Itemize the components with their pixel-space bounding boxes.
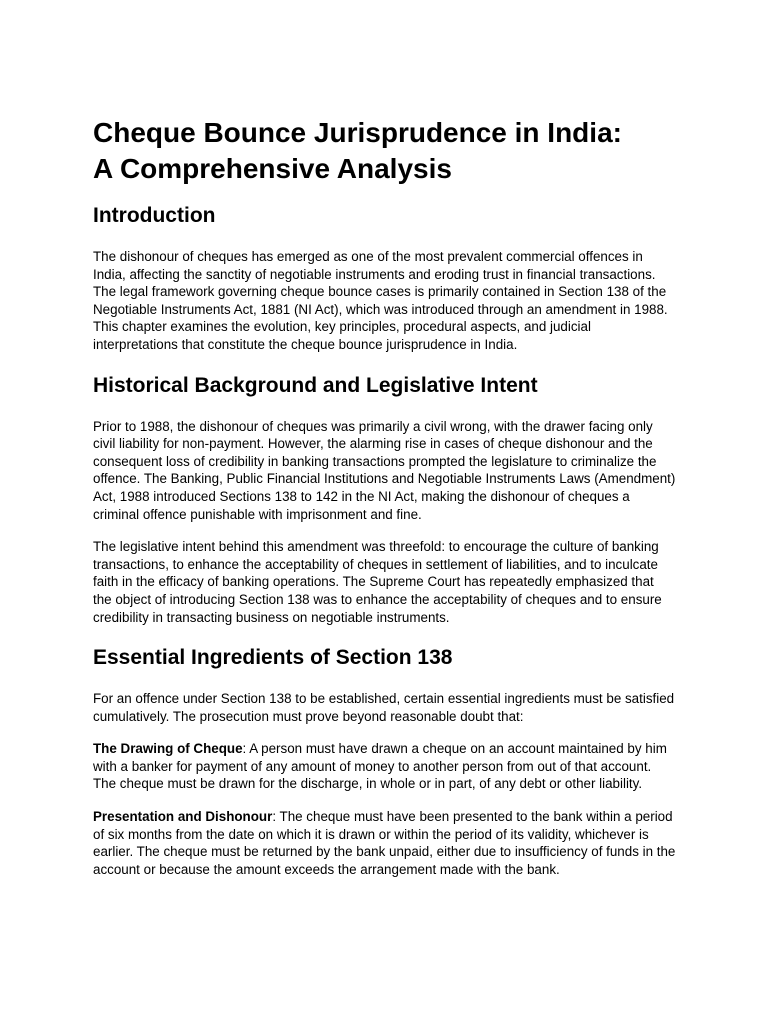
title-line-1: Cheque Bounce Jurisprudence in India: [93, 117, 622, 148]
title-line-2: A Comprehensive Analysis [93, 153, 452, 184]
ingredient-text-drawing: : A person must have drawn a cheque on an account maintained by him with a banker for payment of any amount of money to another person from out of that account. The cheque must be drawn for the discharge, in whole or in part, of any debt or other liability. [93, 741, 667, 792]
historical-paragraph-1: Prior to 1988, the dishonour of cheques was primarily a civil wrong, with the drawer facing only civil liability for non-payment. However, the alarming rise in cases of cheque dishonour and the consequent loss of credibility in banking transactions prompted the legislature to criminalize the offence. The Banking, Public Financial Institutions and Negotiable Instruments Laws (Amendment) Act, 1988 introduced Sections 138 to 142 in the NI Act, making the dishonour of cheques a criminal offence punishable with imprisonment and fine. [93, 418, 676, 522]
heading-introduction: Introduction [93, 204, 216, 227]
ingredients-paragraph-1: For an offence under Section 138 to be established, certain essential ingredients must be satisfied cumulatively. The prosecution must prove beyond reasonable doubt that: [93, 691, 675, 724]
ingredient-text-presentation: : The cheque must have been presented to the bank within a period of six months from the date on which it is drawn or within the period of its validity, whichever is earlier. The cheque must be returned by the bank unpaid, either due to insufficiency of funds in the account or because the amount exceeds the arrangement made with the bank. [93, 809, 676, 877]
section-historical-background [93, 373, 676, 627]
section-essential-ingredients [93, 645, 676, 878]
section-introduction [93, 203, 676, 354]
ingredient-drawing-of-cheque [93, 740, 676, 793]
historical-paragraph-2: The legislative intent behind this amendment was threefold: to encourage the culture of banking transactions, to enhance the acceptability of cheques in settlement of liabilities, and to inculcate faith in the efficacy of banking operations. The Supreme Court has repeatedly emphasized that the object of introducing Section 138 was to enhance the acceptability of cheques and to ensure credibility in transacting business on negotiable instruments. [93, 539, 662, 625]
heading-essential-ingredients: Essential Ingredients of Section 138 [93, 646, 453, 670]
ingredient-term-presentation: Presentation and Dishonour [93, 809, 273, 825]
ingredient-term-drawing: The Drawing of Cheque [93, 741, 243, 757]
heading-historical-background: Historical Background and Legislative Intent [93, 373, 538, 397]
introduction-paragraph-1: The dishonour of cheques has emerged as one of the most prevalent commercial offences in India, affecting the sanctity of negotiable instruments and eroding trust in financial transactions. The legal framework governing cheque bounce cases is primarily contained in Section 138 of the Negotiable Instruments Act, 1881 (NI Act), which was introduced through an amendment in 1988. This chapter examines the evolution, key principles, procedural aspects, and judicial interpretations that constitute the cheque bounce jurisprudence in India. [93, 249, 668, 352]
ingredient-presentation-dishonour [93, 808, 676, 878]
document-title [93, 115, 676, 187]
